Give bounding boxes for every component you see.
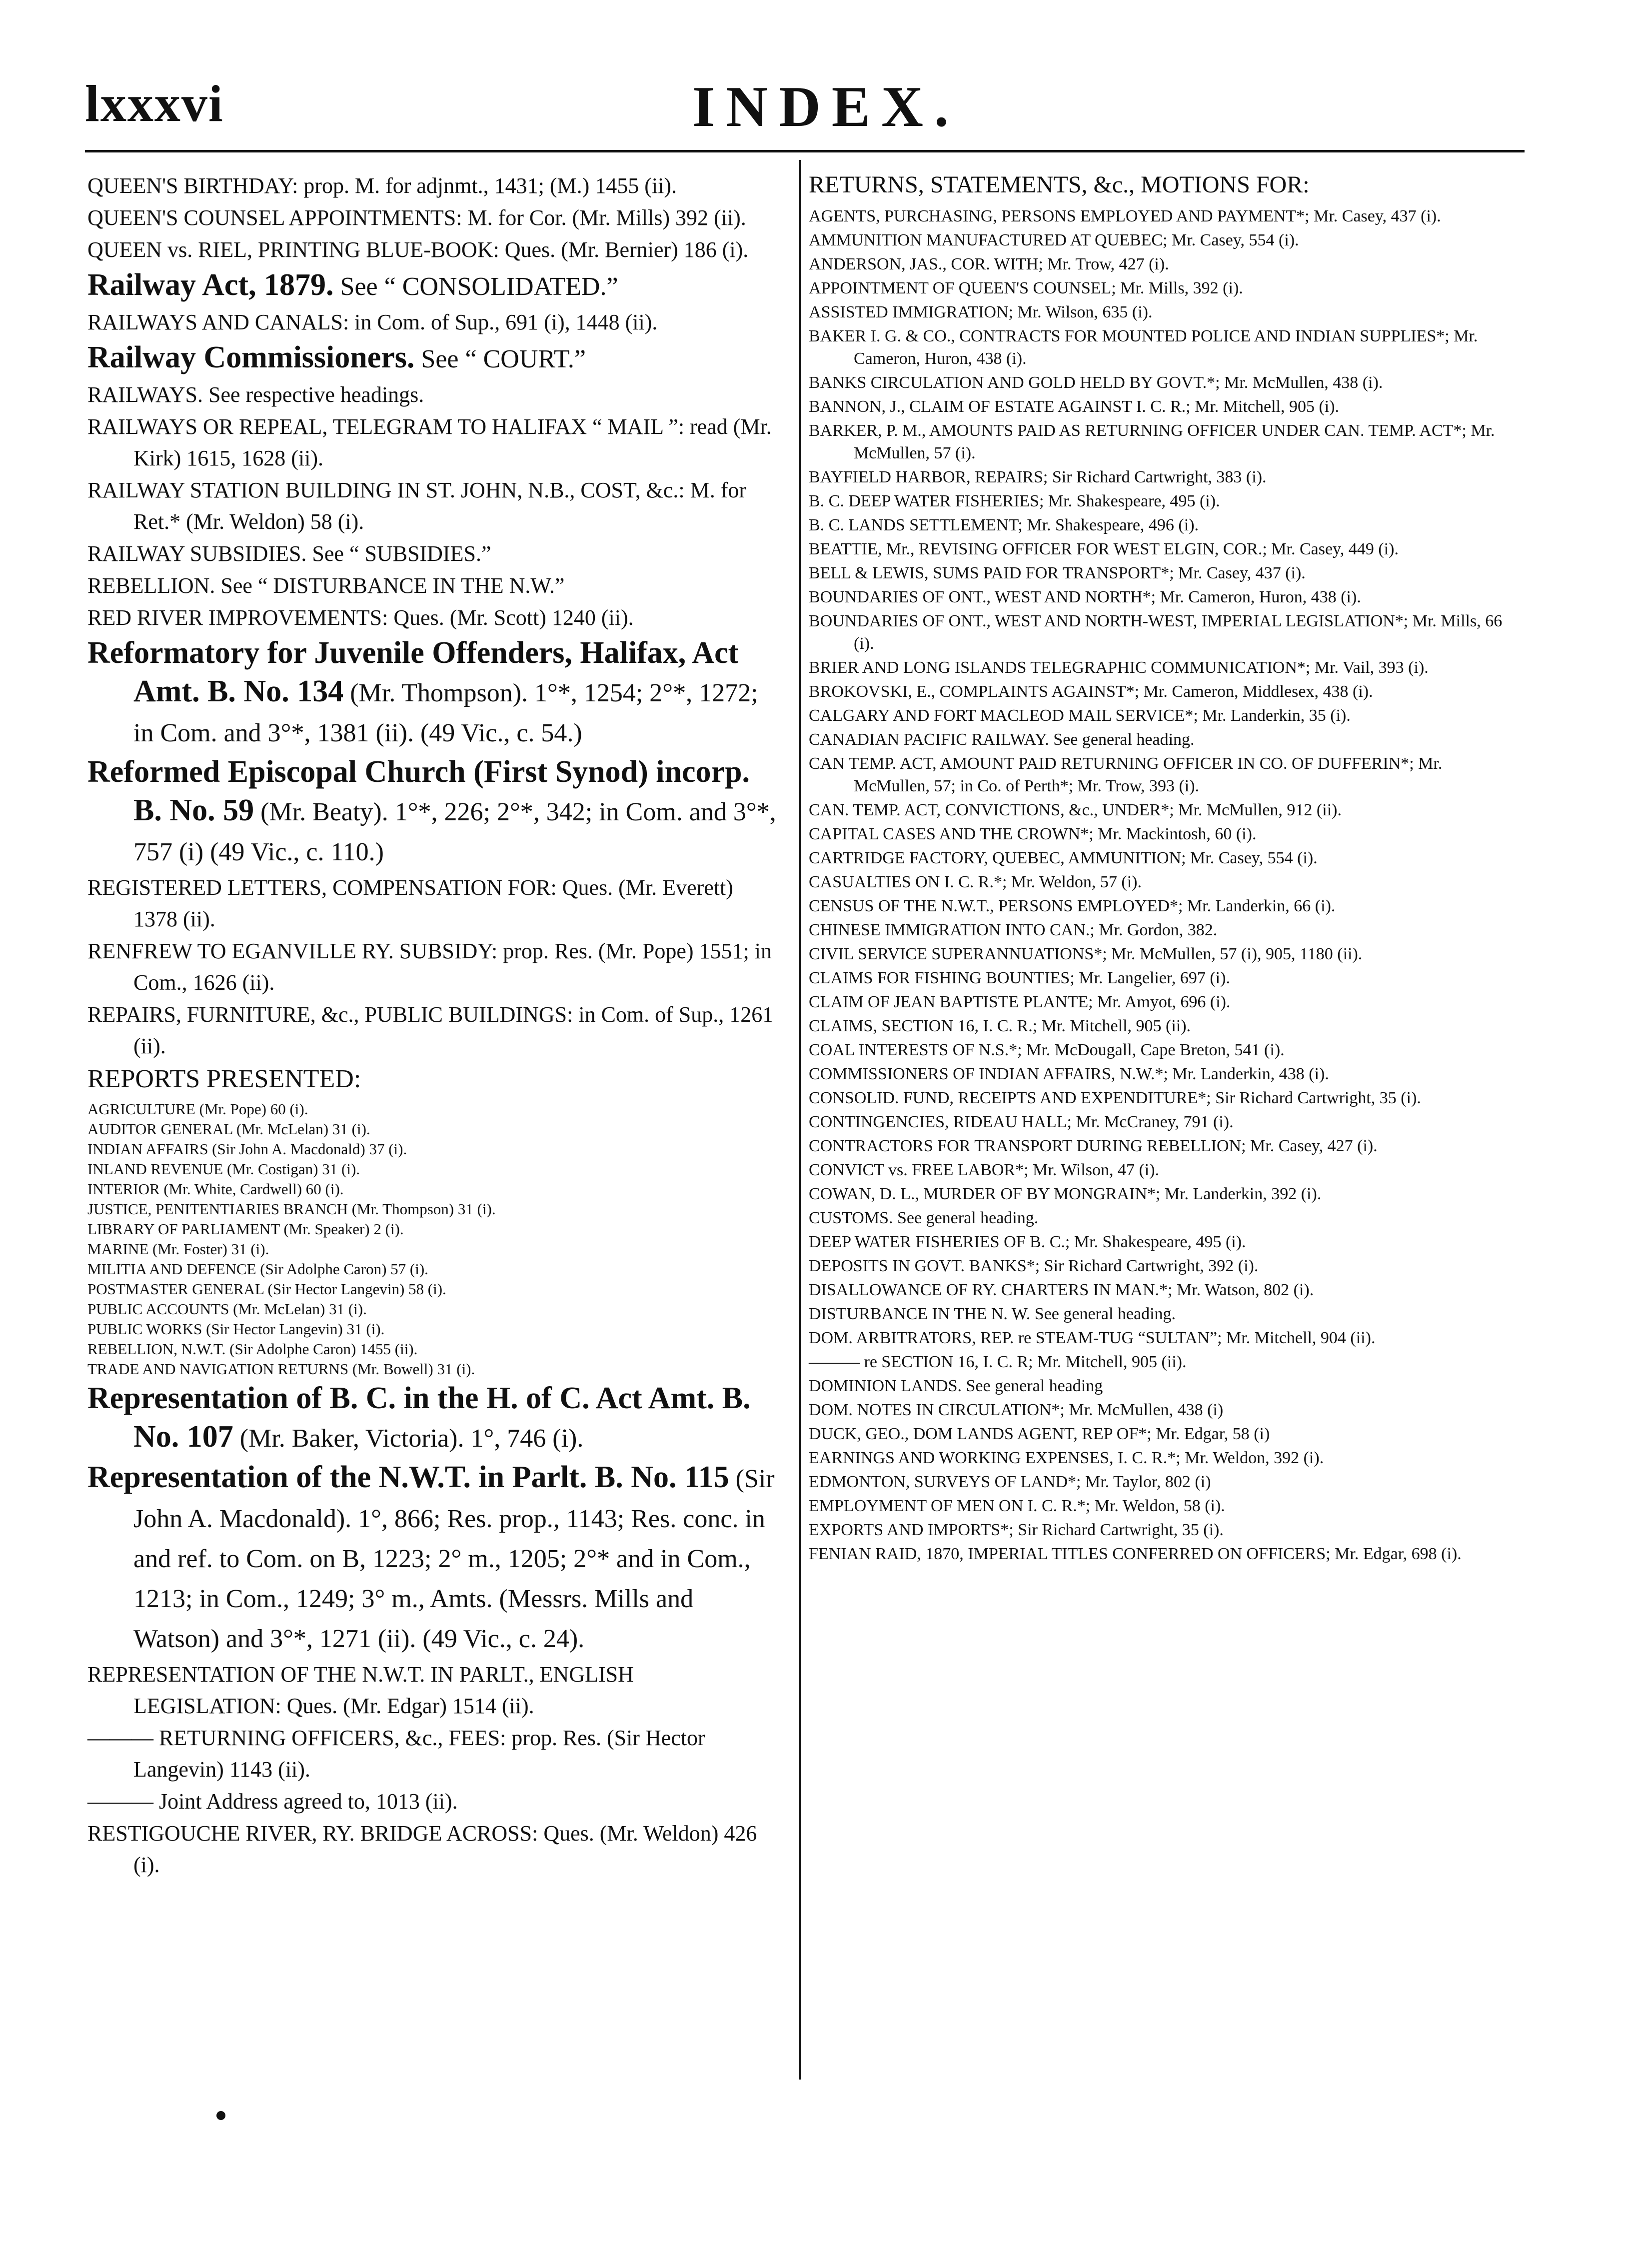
return-entry: CAPITAL CASES AND THE CROWN*; Mr. Mackintosh, 60 (i). — [809, 825, 1257, 843]
report-item: JUSTICE, PENITENTIARIES BRANCH (Mr. Thompson) 31 (i). — [87, 1200, 496, 1218]
return-entry: APPOINTMENT OF QUEEN'S COUNSEL; Mr. Mills, 392 (i). — [809, 279, 1243, 297]
stray-dot — [216, 2111, 225, 2120]
return-entry: CASUALTIES ON I. C. R.*; Mr. Weldon, 57 (i). — [809, 873, 1142, 891]
return-entry: BRIER AND LONG ISLANDS TELEGRAPHIC COMMUNICATION*; Mr. Vail, 393 (i). — [809, 658, 1429, 677]
index-entry: RENFREW TO EGANVILLE RY. SUBSIDY: prop. Res. (Mr. Pope) 1551; in Com., 1626 (ii). — [87, 939, 772, 995]
return-entry: EXPORTS AND IMPORTS*; Sir Richard Cartwright, 35 (i). — [809, 1521, 1224, 1539]
bill-title: Representation of B. C. in the H. of C. Act Amt. B. No. 107 — [87, 1381, 751, 1454]
bill-entry — [87, 266, 782, 306]
bill-detail: (Sir John A. Macdonald). 1°, 866; Res. prop., 1143; Res. conc. in and ref. to Com. on B, 1223; 2° m., 1205; 2°* and in Com., 1213; in Com., 1249; 3° m., Amts. (Messrs. Mills and Watson) and 3°*, 1271 (ii). (49 Vic., c. 24). — [133, 1465, 775, 1653]
index-entry: RAILWAYS AND CANALS: in Com. of Sup., 691 (i), 1448 (ii). — [87, 310, 658, 334]
index-entry: REPAIRS, FURNITURE, &c., PUBLIC BUILDINGS: in Com. of Sup., 1261 (ii). — [87, 1002, 774, 1058]
return-entry: CARTRIDGE FACTORY, QUEBEC, AMMUNITION; Mr. Casey, 554 (i). — [809, 849, 1318, 867]
index-entry: RAILWAYS OR REPEAL, TELEGRAM TO HALIFAX “ MAIL ”: read (Mr. Kirk) 1615, 1628 (ii). — [87, 414, 772, 470]
report-item: TRADE AND NAVIGATION RETURNS (Mr. Bowell) 31 (i). — [87, 1360, 475, 1378]
return-entry: DUCK, GEO., DOM LANDS AGENT, REP OF*; Mr. Edgar, 58 (i) — [809, 1425, 1270, 1443]
return-entry: COMMISSIONERS OF INDIAN AFFAIRS, N.W.*; Mr. Landerkin, 438 (i). — [809, 1065, 1329, 1083]
bill-title: Railway Act, 1879. — [87, 268, 334, 302]
return-entry: ——— re SECTION 16, I. C. R; Mr. Mitchell, 905 (ii). — [809, 1353, 1187, 1371]
return-entry: CONVICT vs. FREE LABOR*; Mr. Wilson, 47 (i). — [809, 1161, 1160, 1179]
report-item: MILITIA AND DEFENCE (Sir Adolphe Caron) 57 (i). — [87, 1260, 428, 1278]
return-entry: CALGARY AND FORT MACLEOD MAIL SERVICE*; Mr. Landerkin, 35 (i). — [809, 706, 1351, 725]
report-item: MARINE (Mr. Foster) 31 (i). — [87, 1240, 269, 1258]
report-item: PUBLIC ACCOUNTS (Mr. McLelan) 31 (i). — [87, 1300, 367, 1318]
return-entry: BROKOVSKI, E., COMPLAINTS AGAINST*; Mr. Cameron, Middlesex, 438 (i). — [809, 682, 1373, 701]
page-title: INDEX. — [692, 75, 960, 139]
column-divider — [799, 160, 801, 2080]
return-entry: BELL & LEWIS, SUMS PAID FOR TRANSPORT*; Mr. Casey, 437 (i). — [809, 564, 1306, 582]
return-entry: CONTRACTORS FOR TRANSPORT DURING REBELLION; Mr. Casey, 427 (i). — [809, 1137, 1378, 1155]
right-column — [809, 170, 1519, 1567]
returns-heading: RETURNS, STATEMENTS, &c., MOTIONS FOR: — [809, 171, 1310, 198]
return-entry: COWAN, D. L., MURDER OF BY MONGRAIN*; Mr. Landerkin, 392 (i). — [809, 1185, 1322, 1203]
bill-entry — [87, 1458, 782, 1658]
bill-title: Railway Commissioners. — [87, 340, 415, 374]
bill-title: Representation of the N.W.T. in Parlt. B. No. 115 — [87, 1460, 729, 1494]
return-entry: DOM. ARBITRATORS, REP. re STEAM-TUG “SULTAN”; Mr. Mitchell, 904 (ii). — [809, 1329, 1376, 1347]
report-item: INDIAN AFFAIRS (Sir John A. Macdonald) 37 (i). — [87, 1140, 407, 1158]
index-entry: REBELLION. See “ DISTURBANCE IN THE N.W.” — [87, 573, 565, 598]
return-entry: CUSTOMS. See general heading. — [809, 1209, 1039, 1227]
header-rule — [85, 150, 1525, 152]
bill-detail: See “ COURT.” — [414, 345, 586, 373]
return-entry: CLAIMS FOR FISHING BOUNTIES; Mr. Langelier, 697 (i). — [809, 969, 1230, 987]
bill-entry — [87, 1379, 782, 1458]
return-entry: ANDERSON, JAS., COR. WITH; Mr. Trow, 427 (i). — [809, 255, 1169, 273]
return-entry: DISALLOWANCE OF RY. CHARTERS IN MAN.*; Mr. Watson, 802 (i). — [809, 1281, 1314, 1299]
index-entry: ——— Joint Address agreed to, 1013 (ii). — [87, 1789, 458, 1814]
return-entry: FENIAN RAID, 1870, IMPERIAL TITLES CONFERRED ON OFFICERS; Mr. Edgar, 698 (i). — [809, 1545, 1462, 1563]
return-entry: ASSISTED IMMIGRATION; Mr. Wilson, 635 (i). — [809, 303, 1153, 321]
return-entry: BAKER I. G. & CO., CONTRACTS FOR MOUNTED POLICE AND INDIAN SUPPLIES*; Mr. Cameron, Huron, 438 (i). — [809, 327, 1478, 368]
return-entry: DOMINION LANDS. See general heading — [809, 1377, 1103, 1395]
return-entry: COAL INTERESTS OF N.S.*; Mr. McDougall, Cape Breton, 541 (i). — [809, 1041, 1285, 1059]
return-entry: CONSOLID. FUND, RECEIPTS AND EXPENDITURE*; Sir Richard Cartwright, 35 (i). — [809, 1089, 1421, 1107]
page-number: lxxxvi — [85, 75, 224, 132]
bill-title: Reformed Episcopal Church (First Synod) incorp. B. No. 59 — [87, 755, 750, 827]
return-entry: CHINESE IMMIGRATION INTO CAN.; Mr. Gordon, 382. — [809, 921, 1218, 939]
report-item: LIBRARY OF PARLIAMENT (Mr. Speaker) 2 (i). — [87, 1220, 404, 1238]
index-entry: RAILWAY SUBSIDIES. See “ SUBSIDIES.” — [87, 541, 491, 566]
report-item: REBELLION, N.W.T. (Sir Adolphe Caron) 1455 (ii). — [87, 1340, 418, 1358]
return-entry: CANADIAN PACIFIC RAILWAY. See general heading. — [809, 730, 1195, 749]
index-entry: QUEEN'S BIRTHDAY: prop. M. for adjnmt., 1431; (M.) 1455 (ii). — [87, 173, 677, 198]
index-entry: RESTIGOUCHE RIVER, RY. BRIDGE ACROSS: Ques. (Mr. Weldon) 426 (i). — [87, 1821, 757, 1877]
return-entry: BAYFIELD HARBOR, REPAIRS; Sir Richard Cartwright, 383 (i). — [809, 468, 1267, 486]
index-entry: REGISTERED LETTERS, COMPENSATION FOR: Ques. (Mr. Everett) 1378 (ii). — [87, 875, 733, 931]
index-entry: RAILWAY STATION BUILDING IN ST. JOHN, N.B., COST, &c.: M. for Ret.* (Mr. Weldon) 58 (i). — [87, 478, 747, 534]
return-entry: DEEP WATER FISHERIES OF B. C.; Mr. Shakespeare, 495 (i). — [809, 1233, 1246, 1251]
report-item: AUDITOR GENERAL (Mr. McLelan) 31 (i). — [87, 1120, 370, 1138]
report-item: AGRICULTURE (Mr. Pope) 60 (i). — [87, 1100, 308, 1118]
return-entry: CLAIMS, SECTION 16, I. C. R.; Mr. Mitchell, 905 (ii). — [809, 1017, 1191, 1035]
report-item: PUBLIC WORKS (Sir Hector Langevin) 31 (i). — [87, 1320, 385, 1338]
return-entry: B. C. LANDS SETTLEMENT; Mr. Shakespeare, 496 (i). — [809, 516, 1199, 534]
bill-entry — [87, 753, 782, 871]
report-item: INTERIOR (Mr. White, Cardwell) 60 (i). — [87, 1180, 344, 1198]
left-column — [87, 170, 782, 1881]
bill-detail: (Mr. Baker, Victoria). 1°, 746 (i). — [233, 1424, 584, 1453]
return-entry: CLAIM OF JEAN BAPTISTE PLANTE; Mr. Amyot, 696 (i). — [809, 993, 1231, 1011]
return-entry: CAN TEMP. ACT, AMOUNT PAID RETURNING OFFICER IN CO. OF DUFFERIN*; Mr. McMullen, 57; in Co. of Perth*; Mr. Trow, 393 (i). — [809, 754, 1443, 795]
return-entry: BOUNDARIES OF ONT., WEST AND NORTH-WEST, IMPERIAL LEGISLATION*; Mr. Mills, 66 (i). — [809, 612, 1503, 653]
bill-entry — [87, 338, 782, 378]
report-item: INLAND REVENUE (Mr. Costigan) 31 (i). — [87, 1160, 360, 1178]
return-entry: CONTINGENCIES, RIDEAU HALL; Mr. McCraney, 791 (i). — [809, 1113, 1234, 1131]
bill-detail: (Mr. Beaty). 1°*, 226; 2°*, 342; in Com. and 3°*, 757 (i) (49 Vic., c. 110.) — [133, 798, 776, 866]
return-entry: BANKS CIRCULATION AND GOLD HELD BY GOVT.*; Mr. McMullen, 438 (i). — [809, 373, 1383, 392]
return-entry: EARNINGS AND WORKING EXPENSES, I. C. R.*; Mr. Weldon, 392 (i). — [809, 1449, 1324, 1467]
return-entry: BARKER, P. M., AMOUNTS PAID AS RETURNING OFFICER UNDER CAN. TEMP. ACT*; Mr. McMullen, 57 (i). — [809, 421, 1495, 462]
index-entry: ——— RETURNING OFFICERS, &c., FEES: prop. Res. (Sir Hector Langevin) 1143 (ii). — [87, 1726, 705, 1782]
return-entry: DISTURBANCE IN THE N. W. See general heading. — [809, 1305, 1176, 1323]
bill-entry — [87, 634, 782, 752]
return-entry: BANNON, J., CLAIM OF ESTATE AGAINST I. C. R.; Mr. Mitchell, 905 (i). — [809, 397, 1340, 416]
return-entry: AMMUNITION MANUFACTURED AT QUEBEC; Mr. Casey, 554 (i). — [809, 231, 1299, 249]
section-heading: REPORTS PRESENTED: — [87, 1065, 361, 1093]
index-entry: RED RIVER IMPROVEMENTS: Ques. (Mr. Scott) 1240 (ii). — [87, 605, 634, 630]
report-item: POSTMASTER GENERAL (Sir Hector Langevin) 58 (i). — [87, 1280, 446, 1298]
return-entry: AGENTS, PURCHASING, PERSONS EMPLOYED AND PAYMENT*; Mr. Casey, 437 (i). — [809, 207, 1441, 225]
return-entry: CAN. TEMP. ACT, CONVICTIONS, &c., UNDER*; Mr. McMullen, 912 (ii). — [809, 801, 1342, 819]
return-entry: EDMONTON, SURVEYS OF LAND*; Mr. Taylor, 802 (i) — [809, 1473, 1211, 1491]
return-entry: DEPOSITS IN GOVT. BANKS*; Sir Richard Cartwright, 392 (i). — [809, 1257, 1259, 1275]
return-entry: CIVIL SERVICE SUPERANNUATIONS*; Mr. McMullen, 57 (i), 905, 1180 (ii). — [809, 945, 1363, 963]
return-entry: BEATTIE, Mr., REVISING OFFICER FOR WEST ELGIN, COR.; Mr. Casey, 449 (i). — [809, 540, 1399, 558]
bill-detail: (Mr. Thompson). 1°*, 1254; 2°*, 1272; in Com. and 3°*, 1381 (ii). (49 Vic., c. 54.) — [133, 679, 758, 747]
index-entry: REPRESENTATION OF THE N.W.T. IN PARLT., ENGLISH LEGISLATION: Ques. (Mr. Edgar) 1514 (ii). — [87, 1662, 634, 1718]
return-entry: DOM. NOTES IN CIRCULATION*; Mr. McMullen, 438 (i) — [809, 1401, 1224, 1419]
return-entry: BOUNDARIES OF ONT., WEST AND NORTH*; Mr. Cameron, Huron, 438 (i). — [809, 588, 1361, 606]
index-entry: QUEEN vs. RIEL, PRINTING BLUE-BOOK: Ques. (Mr. Bernier) 186 (i). — [87, 237, 749, 262]
return-entry: B. C. DEEP WATER FISHERIES; Mr. Shakespeare, 495 (i). — [809, 492, 1220, 510]
bill-detail: See “ CONSOLIDATED.” — [333, 272, 618, 301]
return-entry: CENSUS OF THE N.W.T., PERSONS EMPLOYED*; Mr. Landerkin, 66 (i). — [809, 897, 1336, 915]
return-entry: EMPLOYMENT OF MEN ON I. C. R.*; Mr. Weldon, 58 (i). — [809, 1497, 1225, 1515]
index-entry: RAILWAYS. See respective headings. — [87, 382, 424, 407]
bill-title: Reformatory for Juvenile Offenders, Halifax, Act Amt. B. No. 134 — [87, 636, 739, 708]
index-entry: QUEEN'S COUNSEL APPOINTMENTS: M. for Cor. (Mr. Mills) 392 (ii). — [87, 205, 746, 230]
